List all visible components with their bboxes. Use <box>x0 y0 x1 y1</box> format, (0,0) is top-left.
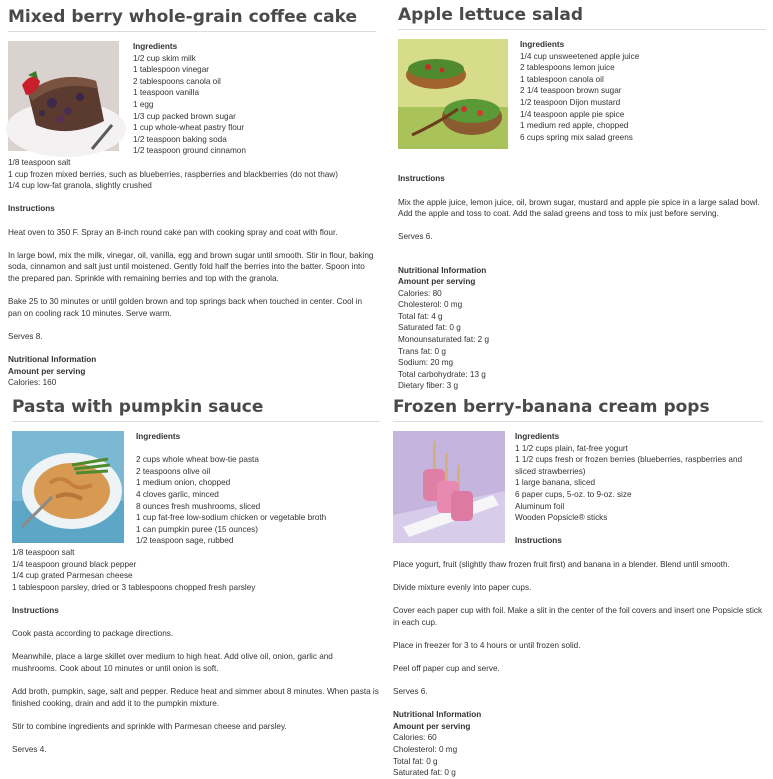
ingredient-item: 1 tablespoon vinegar <box>133 65 210 75</box>
recipe-card-pops <box>393 396 763 778</box>
ingredient-item: 1 egg <box>133 99 154 109</box>
nutrition-item: Total carbohydrate: 13 g <box>398 369 486 379</box>
instruction-step: Meanwhile, place a large skillet over medium to high heat. Add olive oil, onion, garlic and mushrooms. Cook about 10 minutes or until onion is soft. <box>12 652 333 673</box>
instruction-step: Heat oven to 350 F. Spray an 8-inch round cake pan with cooking spray and coat with flour. <box>8 227 338 237</box>
recipe-card-pasta <box>12 396 380 772</box>
instruction-step: Cook pasta according to package directions. <box>12 629 174 639</box>
instruction-step: Bake 25 to 30 minutes or until golden brown and top springs back when touched in center. Cool in pan on cooling rack 10 minutes. Serve warm. <box>8 297 363 318</box>
ingredients-heading: Ingredients <box>136 432 181 441</box>
ingredient-item: 2 tablespoons lemon juice <box>520 63 615 73</box>
nutrition-item: Saturated fat: 0 g <box>393 768 456 778</box>
ingredient-item: 1/2 teaspoon baking soda <box>133 134 227 144</box>
amount-heading: Amount per serving <box>8 366 86 376</box>
instruction-step: Stir to combine ingredients and sprinkle with Parmesan cheese and parsley. <box>12 721 287 731</box>
recipe-card-coffee-cake <box>8 6 376 388</box>
amount-heading: Amount per serving <box>393 721 471 731</box>
instructions-heading: Instructions <box>515 536 562 546</box>
nutrition-item: Saturated fat: 0 g <box>398 323 461 333</box>
ingredient-item: 8 ounces fresh mushrooms, sliced <box>136 501 261 511</box>
ingredient-item: 2 cups whole wheat bow-tie pasta <box>136 455 259 465</box>
nutrition-item: Calories: 160 <box>8 378 57 388</box>
nutrition-heading: Nutritional Information <box>8 355 97 365</box>
ingredient-item: 2 1/4 teaspoon brown sugar <box>520 86 622 96</box>
servings: Serves 6. <box>393 687 428 697</box>
ingredient-item: 1 can pumpkin puree (15 ounces) <box>136 524 258 534</box>
nutrition-item: Total fat: 0 g <box>393 756 438 766</box>
ingredient-item: 1 medium red apple, chopped <box>520 121 629 131</box>
nutrition-heading: Nutritional Information <box>393 710 482 720</box>
servings: Serves 4. <box>12 745 47 755</box>
nutrition-item: Trans fat: 0 g <box>398 346 446 356</box>
ingredient-item: Aluminum foil <box>515 501 565 511</box>
coffee-cake-photo <box>8 41 119 151</box>
ingredient-item: 1/3 cup packed brown sugar <box>133 111 236 121</box>
instructions-heading: Instructions <box>398 174 445 184</box>
ingredient-item: 1/8 teaspoon salt <box>12 547 75 557</box>
ingredient-item: 1 tablespoon parsley, dried or 3 tablespoons chopped fresh parsley <box>12 582 256 592</box>
nutrition-item: Cholesterol: 0 mg <box>393 745 458 755</box>
ingredient-item: 1/4 teaspoon apple pie spice <box>520 109 625 119</box>
ingredient-item: 1 medium onion, chopped <box>136 478 231 488</box>
ingredient-item: 1/2 teaspoon sage, rubbed <box>136 536 234 546</box>
instructions-heading: Instructions <box>12 605 59 615</box>
ingredient-item: 1/2 teaspoon Dijon mustard <box>520 97 621 107</box>
ingredient-item: 1/4 cup grated Parmesan cheese <box>12 571 133 581</box>
nutrition-item: Calories: 60 <box>393 733 437 743</box>
ingredient-item: 1/2 teaspoon ground cinnamon <box>133 146 246 156</box>
instruction-step: Mix the apple juice, lemon juice, oil, brown sugar, mustard and apple pie spice in a large salad bowl. Add the apple and toss to coat. Add the salad greens and toss to mix just before serving. <box>398 197 760 219</box>
ingredient-item: 1 cup fat-free low-sodium chicken or vegetable broth <box>136 513 327 523</box>
ingredient-item: 1 tablespoon canola oil <box>520 74 604 84</box>
servings: Serves 8. <box>8 331 43 341</box>
pasta-photo <box>12 431 124 543</box>
ingredients-heading: Ingredients <box>520 40 565 49</box>
instruction-step: Add broth, pumpkin, sage, salt and pepper. Reduce heat and simmer about 8 minutes. When pasta is finished cooking, drain and add it to the pumpkin mixture. <box>12 687 379 708</box>
instructions-heading: Instructions <box>8 204 55 214</box>
ingredient-item: 1/8 teaspoon salt <box>8 157 71 167</box>
ingredient-item: 2 tablespoons canola oil <box>133 76 221 86</box>
ingredient-item: 6 cups spring mix salad greens <box>520 132 633 142</box>
nutrition-heading: Nutritional Information <box>398 265 487 275</box>
ingredient-item: 1/4 cup unsweetened apple juice <box>520 51 640 61</box>
ingredient-item: 1 teaspoon vanilla <box>133 88 200 98</box>
ingredient-item: 4 cloves garlic, minced <box>136 489 219 499</box>
ingredients-heading: Ingredients <box>133 42 178 51</box>
instruction-step: Cover each paper cup with foil. Make a slit in the center of the foil covers and insert one Popsicle stick in each cup. <box>393 605 763 627</box>
ingredient-item: 2 teaspoons olive oil <box>136 466 211 476</box>
recipe-title: Frozen berry-banana cream pops <box>393 396 763 422</box>
recipe-title: Apple lettuce salad <box>398 4 766 30</box>
ingredient-item: 1/2 cup skim milk <box>133 53 196 63</box>
amount-heading: Amount per serving <box>398 277 476 287</box>
nutrition-item: Total fat: 4 g <box>398 311 443 321</box>
nutrition-item: Sodium: 20 mg <box>398 358 454 368</box>
instruction-step: Peel off paper cup and serve. <box>393 663 500 673</box>
ingredient-item: 1 1/2 cups plain, fat-free yogurt <box>515 443 628 453</box>
apple-salad-photo <box>398 39 508 149</box>
nutrition-item: Dietary fiber: 3 g <box>398 381 459 391</box>
instruction-step: In large bowl, mix the milk, vinegar, oil, vanilla, egg and brown sugar until smooth. Stir in flour, baking soda, cinnamon and salt just until moistened. Gently fold half the berries into the batter. Spoon into the prepared pan. Sprinkle with remaining berries and top with the granola. <box>8 250 374 283</box>
ingredient-item: 1 1/2 cups fresh or frozen berries (blueberries, raspberries and sliced strawberries) <box>515 455 743 476</box>
recipe-card-apple-salad <box>398 4 766 390</box>
instruction-step: Place in freezer for 3 to 4 hours or until frozen solid. <box>393 640 581 650</box>
nutrition-item: Monounsaturated fat: 2 g <box>398 335 490 345</box>
nutrition-item: Cholesterol: 0 mg <box>398 300 463 310</box>
instruction-step: Place yogurt, fruit (slightly thaw frozen fruit first) and banana in a blender. Blend until smooth. <box>393 559 730 569</box>
instruction-step: Divide mixture evenly into paper cups. <box>393 582 532 592</box>
servings: Serves 6. <box>398 232 433 242</box>
ingredient-item: 1 cup frozen mixed berries, such as blueberries, raspberries and blackberries (do not thaw) <box>8 169 338 179</box>
recipe-title: Mixed berry whole-grain coffee cake <box>8 6 376 32</box>
ingredient-item: 1/4 cup low-fat granola, slightly crushed <box>8 181 152 191</box>
cream-pops-photo <box>393 431 505 543</box>
ingredient-item: 1/4 teaspoon ground black pepper <box>12 559 137 569</box>
recipe-title: Pasta with pumpkin sauce <box>12 396 380 422</box>
ingredient-item: 1 cup whole-wheat pastry flour <box>133 123 245 133</box>
nutrition-item: Calories: 80 <box>398 288 442 298</box>
ingredient-item: Wooden Popsicle® sticks <box>515 513 608 523</box>
ingredients-heading: Ingredients <box>515 432 560 441</box>
ingredient-item: 1 large banana, sliced <box>515 478 596 488</box>
ingredient-item: 6 paper cups, 5-oz. to 9-oz. size <box>515 489 632 499</box>
